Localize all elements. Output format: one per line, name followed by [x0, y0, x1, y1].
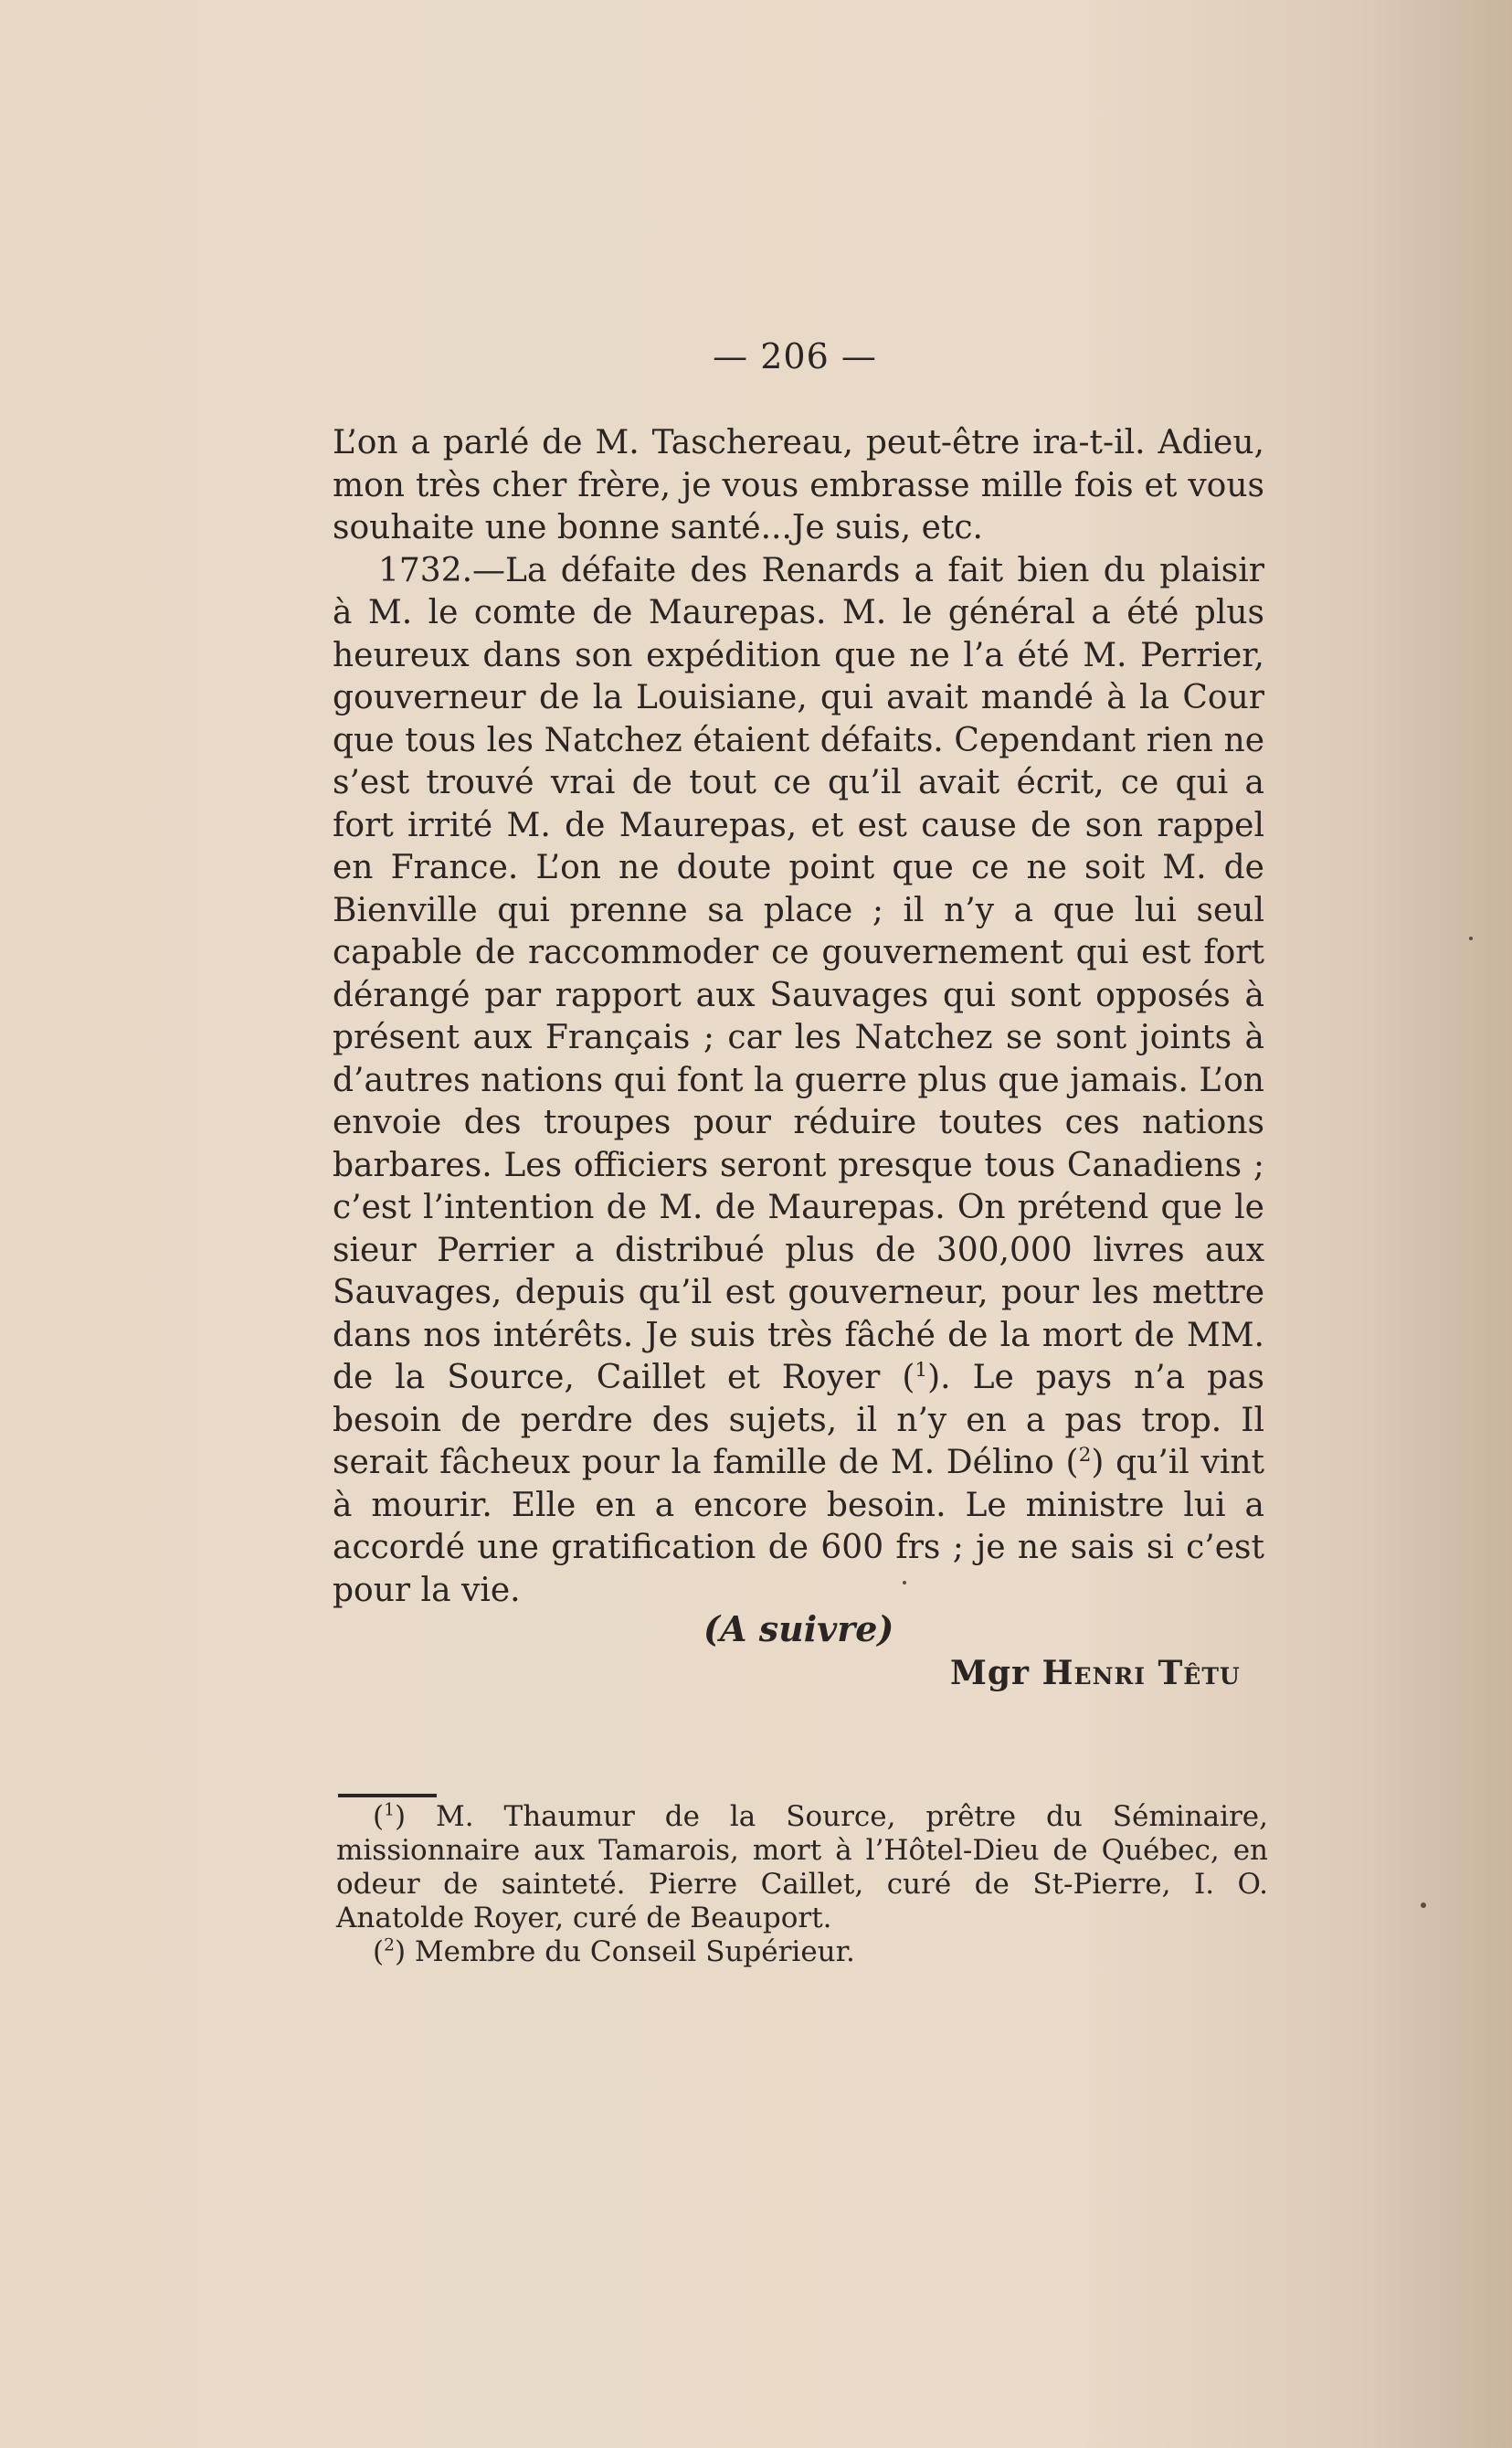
main-text	[333, 422, 1264, 1612]
footnote-2-mark: 2	[384, 1935, 395, 1955]
paragraph-2-part-2: ). Le pays n’a pas besoin de perdre des sujets, il n’y en a pas trop. Il serait fâcheux pour la famille de M. Délino (	[333, 1359, 1264, 1481]
author-signature	[950, 1654, 1241, 1692]
author-name: Henri Têtu	[1041, 1654, 1241, 1692]
footnote-divider	[338, 1794, 437, 1797]
footnotes	[336, 1800, 1268, 1969]
footnote-2: ($^2$) Membre du Conseil Supérieur.	[373, 1935, 855, 1968]
footnote-2-text: Membre du Conseil Supérieur.	[414, 1935, 855, 1968]
paragraph-2-part-3: ) qu’il vint à mourir. Elle en a encore besoin. Le ministre lui a accordé une gratification de 600 frs ; je ne sais si c’est pour la vie.	[333, 1444, 1264, 1609]
paragraph-2-part-1: 1732.—La défaite des Renards a fait bien du plaisir à M. le comte de Maurepas. M. le général a été plus heureux dans son expédition que ne l’a été M. Perrier, gouverneur de la Louisiane, qui avait mandé à la Cour que tous les Natchez étaient défaits. Cependant rien ne s’est trouvé vrai de tout ce qu’il avait écrit, ce qui a fort irrité M. de Maurepas, et est cause de son rappel en France. L’on ne doute point que ce ne soit M. de Bienville qui prenne sa place ; il n’y a que lui seul capable de raccommoder ce gouvernement qui est fort dérangé par rapport aux Sauvages qui sont opposés à présent aux Français ; car les Natchez se sont joints à d’autres nations qui font la guerre plus que jamais. L’on envoie des troupes pour réduire toutes ces nations barbares. Les officiers seront presque tous Canadiens ; c’est l’intention de M. de Maurepas. On prétend que le sieur Perrier a distribué plus de 300,000 livres aux Sauvages, depuis qu’il est gouverneur, pour les mettre dans nos intérêts. Je suis très fâché de la mort de MM. de la Source, Caillet et Royer (	[333, 551, 1264, 1396]
to-be-continued: (A suivre)	[703, 1608, 894, 1649]
footnote-1-text: M. Thaumur de la Source, prêtre du Séminaire, missionnaire aux Tamarois, mort à l’Hôtel-Dieu de Québec, en odeur de sainteté. Pierre Caillet, curé de St-Pierre, I. O. Anatolde Royer, curé de Beauport.	[336, 1800, 1269, 1934]
paper-speck	[903, 1581, 906, 1584]
footnote-ref-1: 1	[915, 1359, 928, 1382]
footnote-1: ($^1$) M. Thaumur de la Source, prêtre du Séminaire, missionnaire aux Tamarois, mort à l’Hôtel-Dieu de Québec, en odeur de sainteté. Pierre Caillet, curé de St-Pierre, I. O. Anatolde Royer, curé de Beauport.	[336, 1800, 1269, 1934]
footnote-ref-2: 2	[1078, 1444, 1092, 1467]
paragraph-2	[333, 550, 1264, 1613]
paper-speck	[1469, 937, 1473, 940]
paper-speck	[1421, 1902, 1426, 1908]
page-number: — 206 —	[713, 336, 877, 376]
footnote-1-mark: 1	[384, 1800, 395, 1820]
author-title: Mgr	[950, 1654, 1030, 1692]
paragraph-1: L’on a parlé de M. Taschereau, peut-être ira-t-il. Adieu, mon très cher frère, je vous embrasse mille fois et vous souhaite une bonne santé...Je suis, etc.	[333, 424, 1264, 546]
